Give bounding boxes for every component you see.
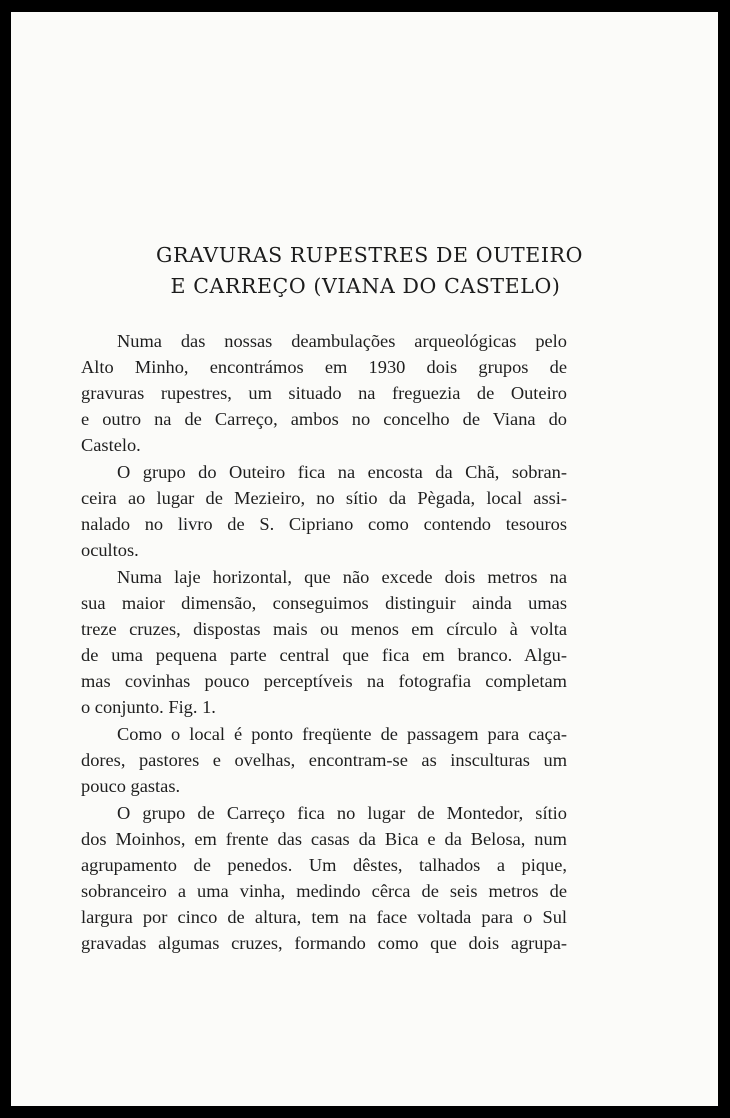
text-line: treze cruzes, dispostas mais ou menos em círculo à volta (81, 619, 567, 639)
text-line: e outro na de Carreço, ambos no concelho de Viana do (81, 409, 567, 429)
text-line: dos Moinhos, em frente das casas da Bica e da Belosa, num (81, 829, 567, 849)
text-line: ceira ao lugar de Mezieiro, no sítio da Pègada, local assi- (81, 488, 567, 508)
text-line: Numa laje horizontal, que não excede dois metros na (117, 567, 567, 587)
text-line: de uma pequena parte central que fica em branco. Algu- (81, 645, 567, 665)
heading-line-2: E CARREÇO (VIANA DO CASTELO) (170, 274, 561, 298)
text-line: ocultos. (81, 540, 139, 560)
text-line: nalado no livro de S. Cipriano como contendo tesouros (81, 514, 567, 534)
text-line: Como o local é ponto freqüente de passagem para caça- (117, 724, 567, 744)
heading-line-1: GRAVURAS RUPESTRES DE OUTEIRO (156, 243, 583, 267)
text-line: Alto Minho, encontrámos em 1930 dois grupos de (81, 357, 567, 377)
text-line: pouco gastas. (81, 776, 181, 796)
document-page (11, 12, 718, 1106)
text-line: mas covinhas pouco perceptíveis na fotografia completam (81, 671, 567, 691)
text-line: O grupo do Outeiro fica na encosta da Chã, sobran- (117, 462, 567, 482)
text-line: Numa das nossas deambulações arqueológicas pelo (117, 331, 567, 351)
text-line: gravuras rupestres, um situado na freguezia de Outeiro (81, 383, 567, 403)
text-line: largura por cinco de altura, tem na face voltada para o Sul (81, 907, 567, 927)
text-line: sua maior dimensão, conseguimos distinguir ainda umas (81, 593, 567, 613)
text-line: Castelo. (81, 435, 141, 455)
text-line: gravadas algumas cruzes, formando como que dois agrupa- (81, 933, 567, 953)
text-line: O grupo de Carreço fica no lugar de Montedor, sítio (117, 803, 567, 823)
text-line: agrupamento de penedos. Um dêstes, talhados a pique, (81, 855, 567, 875)
text-line: o conjunto. Fig. 1. (81, 697, 216, 717)
text-line: sobranceiro a uma vinha, medindo cêrca de seis metros de (81, 881, 567, 901)
text-line: dores, pastores e ovelhas, encontram-se as insculturas um (81, 750, 567, 770)
